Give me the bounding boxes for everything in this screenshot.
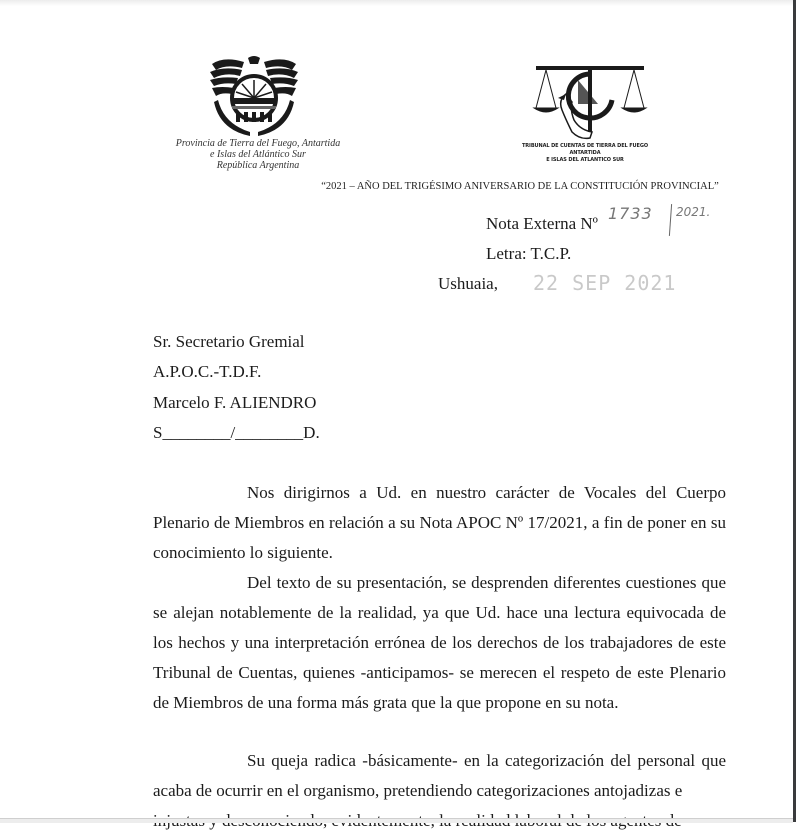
nota-number-handwritten: 1733 [608,204,653,223]
province-coat-of-arms-icon [204,54,304,136]
paragraph-1-text: Nos dirigirnos a Ud. en nuestro carácter de Vocales del Cuerpo Plenario de Miembros en relación a su Nota APOC Nº 17/2021, a fin de poner en su conocimiento lo siguiente. [153,483,726,562]
province-line-3: República Argentina [216,160,300,171]
addressee-line-3: Marcelo F. ALIENDRO [153,393,317,412]
page-top-shadow [0,0,793,6]
nota-externa-label: Nota Externa Nº [486,214,598,233]
tribunal-line-1: TRIBUNAL DE CUENTAS DE TIERRA DEL FUEGO [522,143,648,149]
body-paragraph-1 [153,478,726,568]
province-line-1: Provincia de Tierra del Fuego, Antartida [175,138,341,149]
place-label: Ushuaia, [438,274,498,293]
nota-year-handwritten: 2021. [676,205,711,219]
date-stamp: 22 SEP 2021 [533,271,677,295]
addressee-line-4: S________/________D. [153,423,320,442]
tribunal-name [520,143,650,164]
paragraph-2-text: Del texto de su presentación, se desprenden diferentes cuestiones que se alejan notablemente de la realidad, ya que Ud. hace una lectura equivocada de los hechos y una interpretación errónea de los derechos de los trabajadores de este Tribunal de Cuentas, quienes -anticipamos- se merecen el respeto de este Plenario de Miembros de una forma más grata que la que propone en su nota. [153,573,726,712]
addressee-line-1: Sr. Secretario Gremial [153,332,305,351]
paragraph-3-text: Su queja radica -básicamente- en la categorización del personal que acaba de ocurrir en el organismo, pretendiendo categorizaciones antojadizas e [153,751,726,800]
handwritten-slash [669,204,672,236]
cut-off-line [153,810,726,818]
province-name [160,138,356,171]
tribunal-line-2: ANTARTIDA [569,150,601,156]
province-line-2: e Islas del Atlántico Sur [210,149,306,160]
body-paragraph-3 [153,746,726,806]
letra-line: Letra: T.C.P. [486,244,572,263]
year-motto: “2021 – AÑO DEL TRIGÉSIMO ANIVERSARIO DE LA CONSTITUCIÓN PROVINCIAL” [321,181,719,192]
page-bottom-edge [0,818,793,823]
tribunal-line-3: E ISLAS DEL ATLANTICO SUR [546,157,624,163]
tribunal-scales-logo-icon [532,60,648,144]
addressee-line-2: A.P.O.C.-T.D.F. [153,362,262,381]
body-paragraph-2 [153,568,726,718]
